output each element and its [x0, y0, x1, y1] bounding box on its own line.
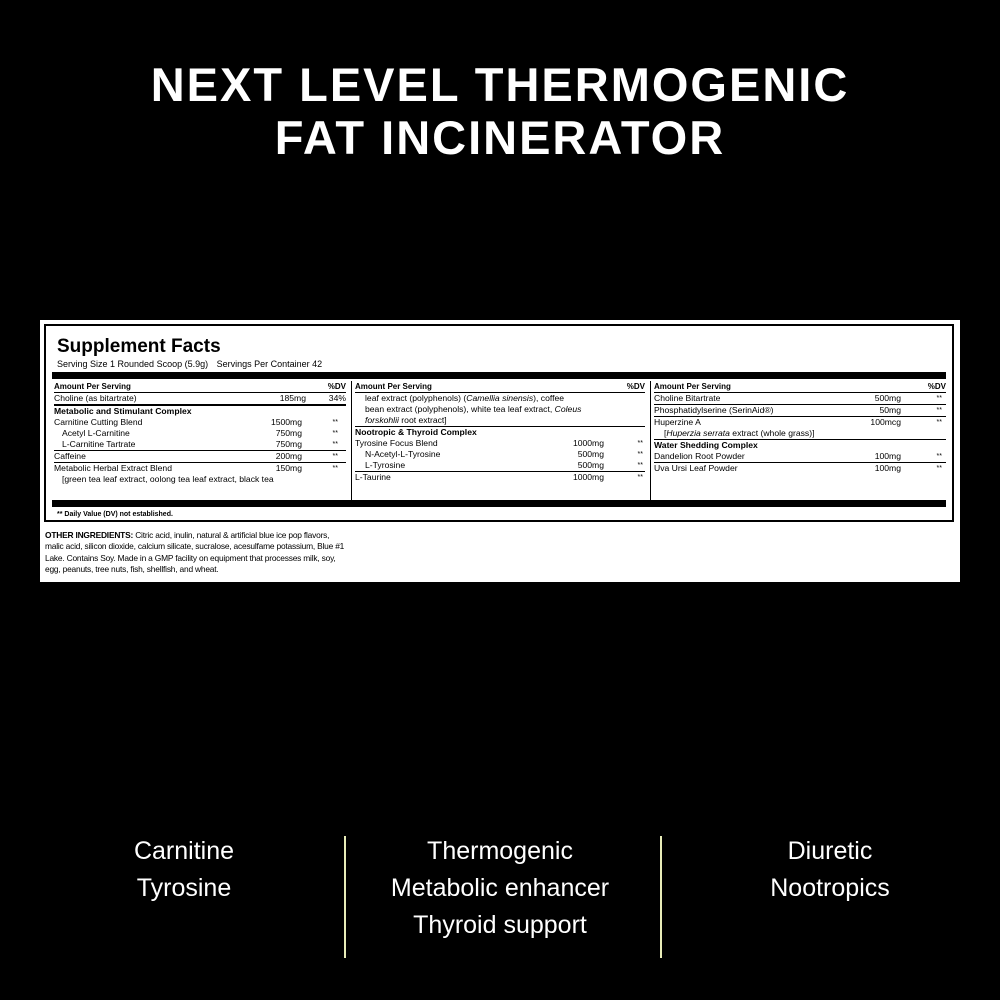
benefit-item: Thyroid support — [413, 911, 587, 939]
dv-header: %DV — [927, 382, 946, 391]
facts-column-1 — [54, 381, 346, 505]
desc-latin: Camellia sinensis — [466, 393, 534, 403]
benefit-item: Nootropics — [770, 874, 890, 902]
ingredient-dv: ** — [332, 430, 338, 437]
ingredient-dv: ** — [936, 453, 942, 460]
desc-latin: forskohlii — [365, 415, 399, 425]
ingredient-description — [355, 415, 645, 427]
ingredient-dv: 34% — [328, 393, 346, 403]
ingredient-amount: 50mg — [879, 405, 901, 415]
supplement-label-panel — [40, 320, 960, 582]
ingredient-name: Metabolic Herbal Extract Blend — [54, 463, 172, 473]
ingredient-amount: 1500mg — [270, 417, 302, 427]
ingredient-amount: 100mg — [874, 451, 901, 461]
benefits-divider — [344, 836, 346, 958]
desc-latin: Huperzia serrata — [666, 428, 730, 438]
headline — [0, 58, 1000, 164]
column-header — [54, 381, 346, 393]
dv-header: %DV — [327, 382, 346, 391]
serving-info — [57, 359, 328, 370]
ingredient-name: L-Taurine — [355, 472, 391, 482]
headline-line-2: FAT INCINERATOR — [274, 111, 726, 164]
ingredient-row — [355, 438, 645, 449]
column-header — [355, 381, 645, 393]
ingredient-dv: ** — [936, 395, 942, 402]
benefit-item: Tyrosine — [136, 874, 232, 902]
ingredient-dv: ** — [637, 451, 643, 458]
ingredient-name: N-Acetyl-L-Tyrosine — [365, 449, 441, 459]
ingredient-dv: ** — [332, 465, 338, 472]
ingredient-dv: ** — [332, 453, 338, 460]
ingredient-row — [54, 417, 346, 428]
ingredient-name: Huperzine A — [654, 417, 701, 427]
ingredient-row — [654, 451, 946, 463]
benefit-item: Diuretic — [787, 837, 873, 865]
complex-heading: Metabolic and Stimulant Complex — [54, 406, 192, 416]
ingredient-name: Choline Bitartrate — [654, 393, 721, 403]
ingredient-description — [355, 393, 645, 404]
other-ingredients-label: OTHER INGREDIENTS: — [45, 530, 134, 540]
ingredient-amount: 750mg — [275, 428, 302, 438]
complex-heading: Nootropic & Thyroid Complex — [355, 427, 477, 437]
ingredient-amount: 100mg — [874, 463, 901, 473]
supplement-facts-box — [44, 324, 954, 522]
ingredient-name: Choline (as bitartrate) — [54, 393, 137, 403]
benefit-item: Metabolic enhancer — [390, 874, 610, 902]
ingredient-amount: 200mg — [275, 451, 302, 461]
serving-size: Serving Size 1 Rounded Scoop (5.9g) — [57, 359, 209, 369]
ingredient-dv: ** — [637, 440, 643, 447]
ingredient-name: Phosphatidylserine (SerinAid®) — [654, 405, 774, 415]
other-ingredients-text: Citric acid, inulin, natural & artificial blue ice pop flavors, malic acid, silicon dioxide, calcium silicate, sucralose, acesulfame potassium, Blue #1 Lake. Contains Soy. Made in a GMP facility on equipment that processes milk, soy, egg, peanuts, tree nuts, fish, shellfish, and wheat. — [45, 530, 345, 574]
ingredient-row — [654, 393, 946, 405]
facts-column-2 — [355, 381, 645, 505]
benefits-column-3 — [730, 833, 930, 907]
ingredient-name: Carnitine Cutting Blend — [54, 417, 143, 427]
ingredient-name: Dandelion Root Powder — [654, 451, 745, 461]
amount-per-serving-header: Amount Per Serving — [54, 382, 131, 391]
desc-text: ), coffee — [533, 393, 565, 403]
benefits-column-1 — [84, 833, 284, 907]
ingredient-name: Acetyl L-Carnitine — [62, 428, 130, 438]
column-divider — [650, 381, 651, 504]
desc-text: root extract] — [398, 415, 447, 425]
ingredient-row — [355, 460, 645, 472]
other-ingredients — [45, 530, 345, 575]
desc-text: extract (whole grass)] — [729, 428, 815, 438]
headline-line-1: NEXT LEVEL THERMOGENIC — [150, 58, 850, 111]
ingredient-amount: 150mg — [275, 463, 302, 473]
ingredient-description: [green tea leaf extract, oolong tea leaf extract, black tea — [62, 474, 274, 484]
servings-per-container: Servings Per Container 42 — [216, 359, 323, 369]
facts-column-3 — [654, 381, 946, 505]
ingredient-amount: 185mg — [279, 393, 306, 403]
daily-value-note: ** Daily Value (DV) not established. — [57, 511, 173, 518]
ingredient-row — [355, 449, 645, 460]
ingredient-name: Uva Ursi Leaf Powder — [654, 463, 738, 473]
ingredient-name: Caffeine — [54, 451, 86, 461]
ingredient-dv: ** — [637, 462, 643, 469]
dv-header: %DV — [626, 382, 645, 391]
ingredient-amount: 500mg — [577, 449, 604, 459]
ingredient-row — [355, 472, 645, 483]
ingredient-row — [654, 463, 946, 474]
benefit-item: Carnitine — [133, 837, 235, 865]
supplement-facts-title: Supplement Facts — [57, 336, 221, 357]
ingredient-amount: 500mg — [577, 460, 604, 470]
complex-heading: Water Shedding Complex — [654, 440, 758, 450]
bottom-thick-rule — [52, 500, 946, 507]
ingredient-row — [54, 439, 346, 451]
ingredient-dv: ** — [936, 407, 942, 414]
desc-text: [ — [664, 428, 667, 438]
top-thick-rule — [52, 372, 946, 379]
benefits-section — [0, 833, 1000, 963]
benefits-column-2 — [350, 833, 650, 944]
column-divider — [351, 381, 352, 504]
ingredient-amount: 1000mg — [572, 438, 604, 448]
ingredient-amount: 750mg — [275, 439, 302, 449]
amount-per-serving-header: Amount Per Serving — [654, 382, 731, 391]
ingredient-row — [54, 463, 346, 474]
benefit-item: Thermogenic — [427, 837, 573, 865]
desc-latin: Coleus — [554, 404, 582, 414]
desc-text: leaf extract (polyphenols) ( — [365, 393, 467, 403]
amount-per-serving-header: Amount Per Serving — [355, 382, 432, 391]
ingredient-name: L-Tyrosine — [365, 460, 406, 470]
ingredient-dv: ** — [936, 465, 942, 472]
ingredient-dv: ** — [637, 474, 643, 481]
ingredient-row — [654, 417, 946, 428]
ingredient-amount: 1000mg — [572, 472, 604, 482]
ingredient-name: Tyrosine Focus Blend — [355, 438, 438, 448]
ingredient-amount: 500mg — [874, 393, 901, 403]
ingredient-dv: ** — [936, 419, 942, 426]
ingredient-description — [355, 404, 645, 415]
desc-text: bean extract (polyphenols), white tea leaf extract, — [365, 404, 555, 414]
ingredient-row — [54, 393, 346, 406]
ingredient-name: L-Carnitine Tartrate — [62, 439, 136, 449]
ingredient-row — [54, 428, 346, 439]
ingredient-amount: 100mcg — [870, 417, 901, 427]
ingredient-dv: ** — [332, 441, 338, 448]
ingredient-dv: ** — [332, 419, 338, 426]
column-header — [654, 381, 946, 393]
ingredient-row — [654, 405, 946, 417]
ingredient-description — [654, 428, 946, 440]
benefits-divider — [660, 836, 662, 958]
ingredient-row — [54, 451, 346, 463]
